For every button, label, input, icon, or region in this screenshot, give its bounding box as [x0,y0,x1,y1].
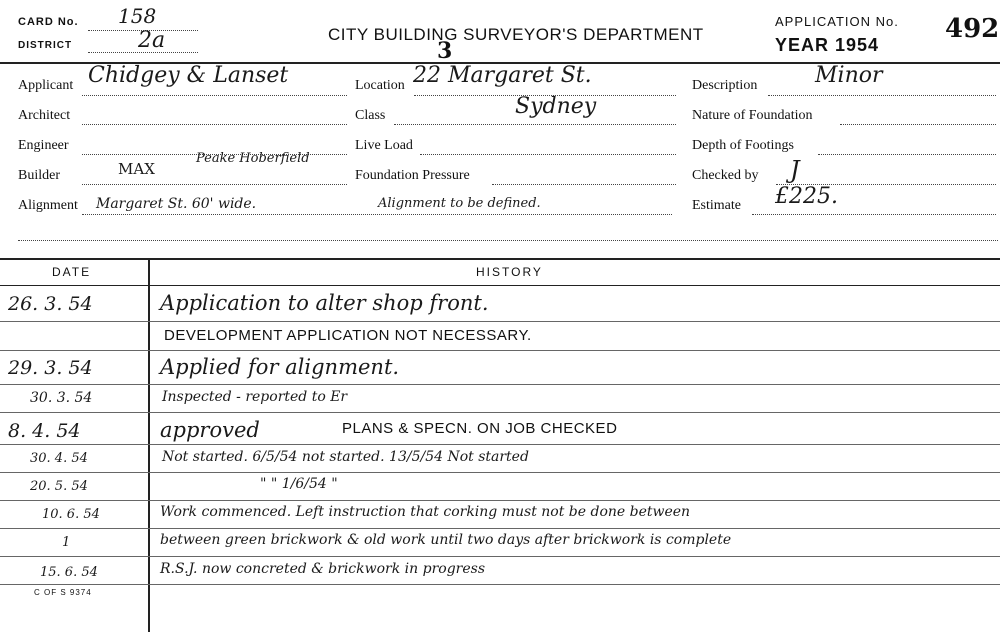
history-entry: " " 1/6/54 " [260,476,338,492]
description-value: Minor [815,63,883,88]
nature-of-foundation-label: Nature of Foundation [692,108,813,123]
description-label: Description [692,78,758,93]
checked-by-label: Checked by [692,168,759,183]
checked-by-value: J [790,156,800,184]
foundation-pressure-label: Foundation Pressure [355,168,470,183]
history-entry: Not started. 6/5/54 not started. 13/5/54 Not started [162,449,529,465]
card-number-label: CARD No. [18,16,79,28]
history-date: 30. 3. 54 [30,390,93,406]
alignment-note: Alignment to be defined. [378,196,541,211]
year-label: YEAR 1954 [775,35,880,55]
form-code: C OF S 9374 [34,588,92,597]
card-number-value: 158 [118,4,157,28]
history-entry: approved [160,418,260,442]
alignment-value: Margaret St. 60' wide. [96,196,257,212]
builder-value-name: Peake Hoberfield [196,151,310,166]
history-date: 8. 4. 54 [8,420,81,442]
estimate-label: Estimate [692,198,741,213]
district-value: 2a [138,28,166,53]
department-title: CITY BUILDING SURVEYOR'S DEPARTMENT [328,25,704,44]
history-stamp: DEVELOPMENT APPLICATION NOT NECESSARY. [164,327,532,344]
location-value-street: 22 Margaret St. [413,63,592,88]
builder-label: Builder [18,168,60,183]
history-entry: Inspected - reported to Er [162,389,348,405]
applicant-value: Chidgey & Lanset [88,63,289,88]
location-label: Location [355,78,405,93]
history-date: 30. 4. 54 [30,451,88,466]
alignment-label: Alignment [18,198,78,213]
history-column-header: HISTORY [476,265,543,279]
history-date: 26. 3. 54 [8,293,93,315]
history-date: 10. 6. 54 [42,507,100,522]
history-entry: R.S.J. now concreted & brickwork in progress [160,561,486,577]
history-entry: between green brickwork & old work until two days after brickwork is complete [160,532,732,548]
history-date: 20. 5. 54 [30,479,88,494]
builder-value-prefix: MAX [118,160,155,178]
history-entry: Application to alter shop front. [160,291,489,315]
history-entry: Applied for alignment. [160,355,400,379]
application-number-label: APPLICATION No. [775,14,899,29]
date-column-header: DATE [52,265,92,279]
district-label: DISTRICT [18,40,73,51]
estimate-value: £225. [775,184,838,209]
application-number-value: 492 [945,14,1000,44]
depth-of-footings-label: Depth of Footings [692,138,794,153]
location-value-city: Sydney [515,94,597,119]
history-date: 1 [62,535,71,550]
class-label: Class [355,108,386,123]
architect-label: Architect [18,108,71,123]
engineer-label: Engineer [18,138,69,153]
plans-checked-stamp: PLANS & SPECN. ON JOB CHECKED [342,420,618,437]
live-load-label: Live Load [355,138,413,153]
applicant-label: Applicant [18,78,74,93]
history-date: 29. 3. 54 [8,357,93,379]
center-mark: 3 [437,38,453,64]
history-entry: Work commenced. Left instruction that corking must not be done between [160,504,691,520]
history-date: 15. 6. 54 [40,565,98,580]
